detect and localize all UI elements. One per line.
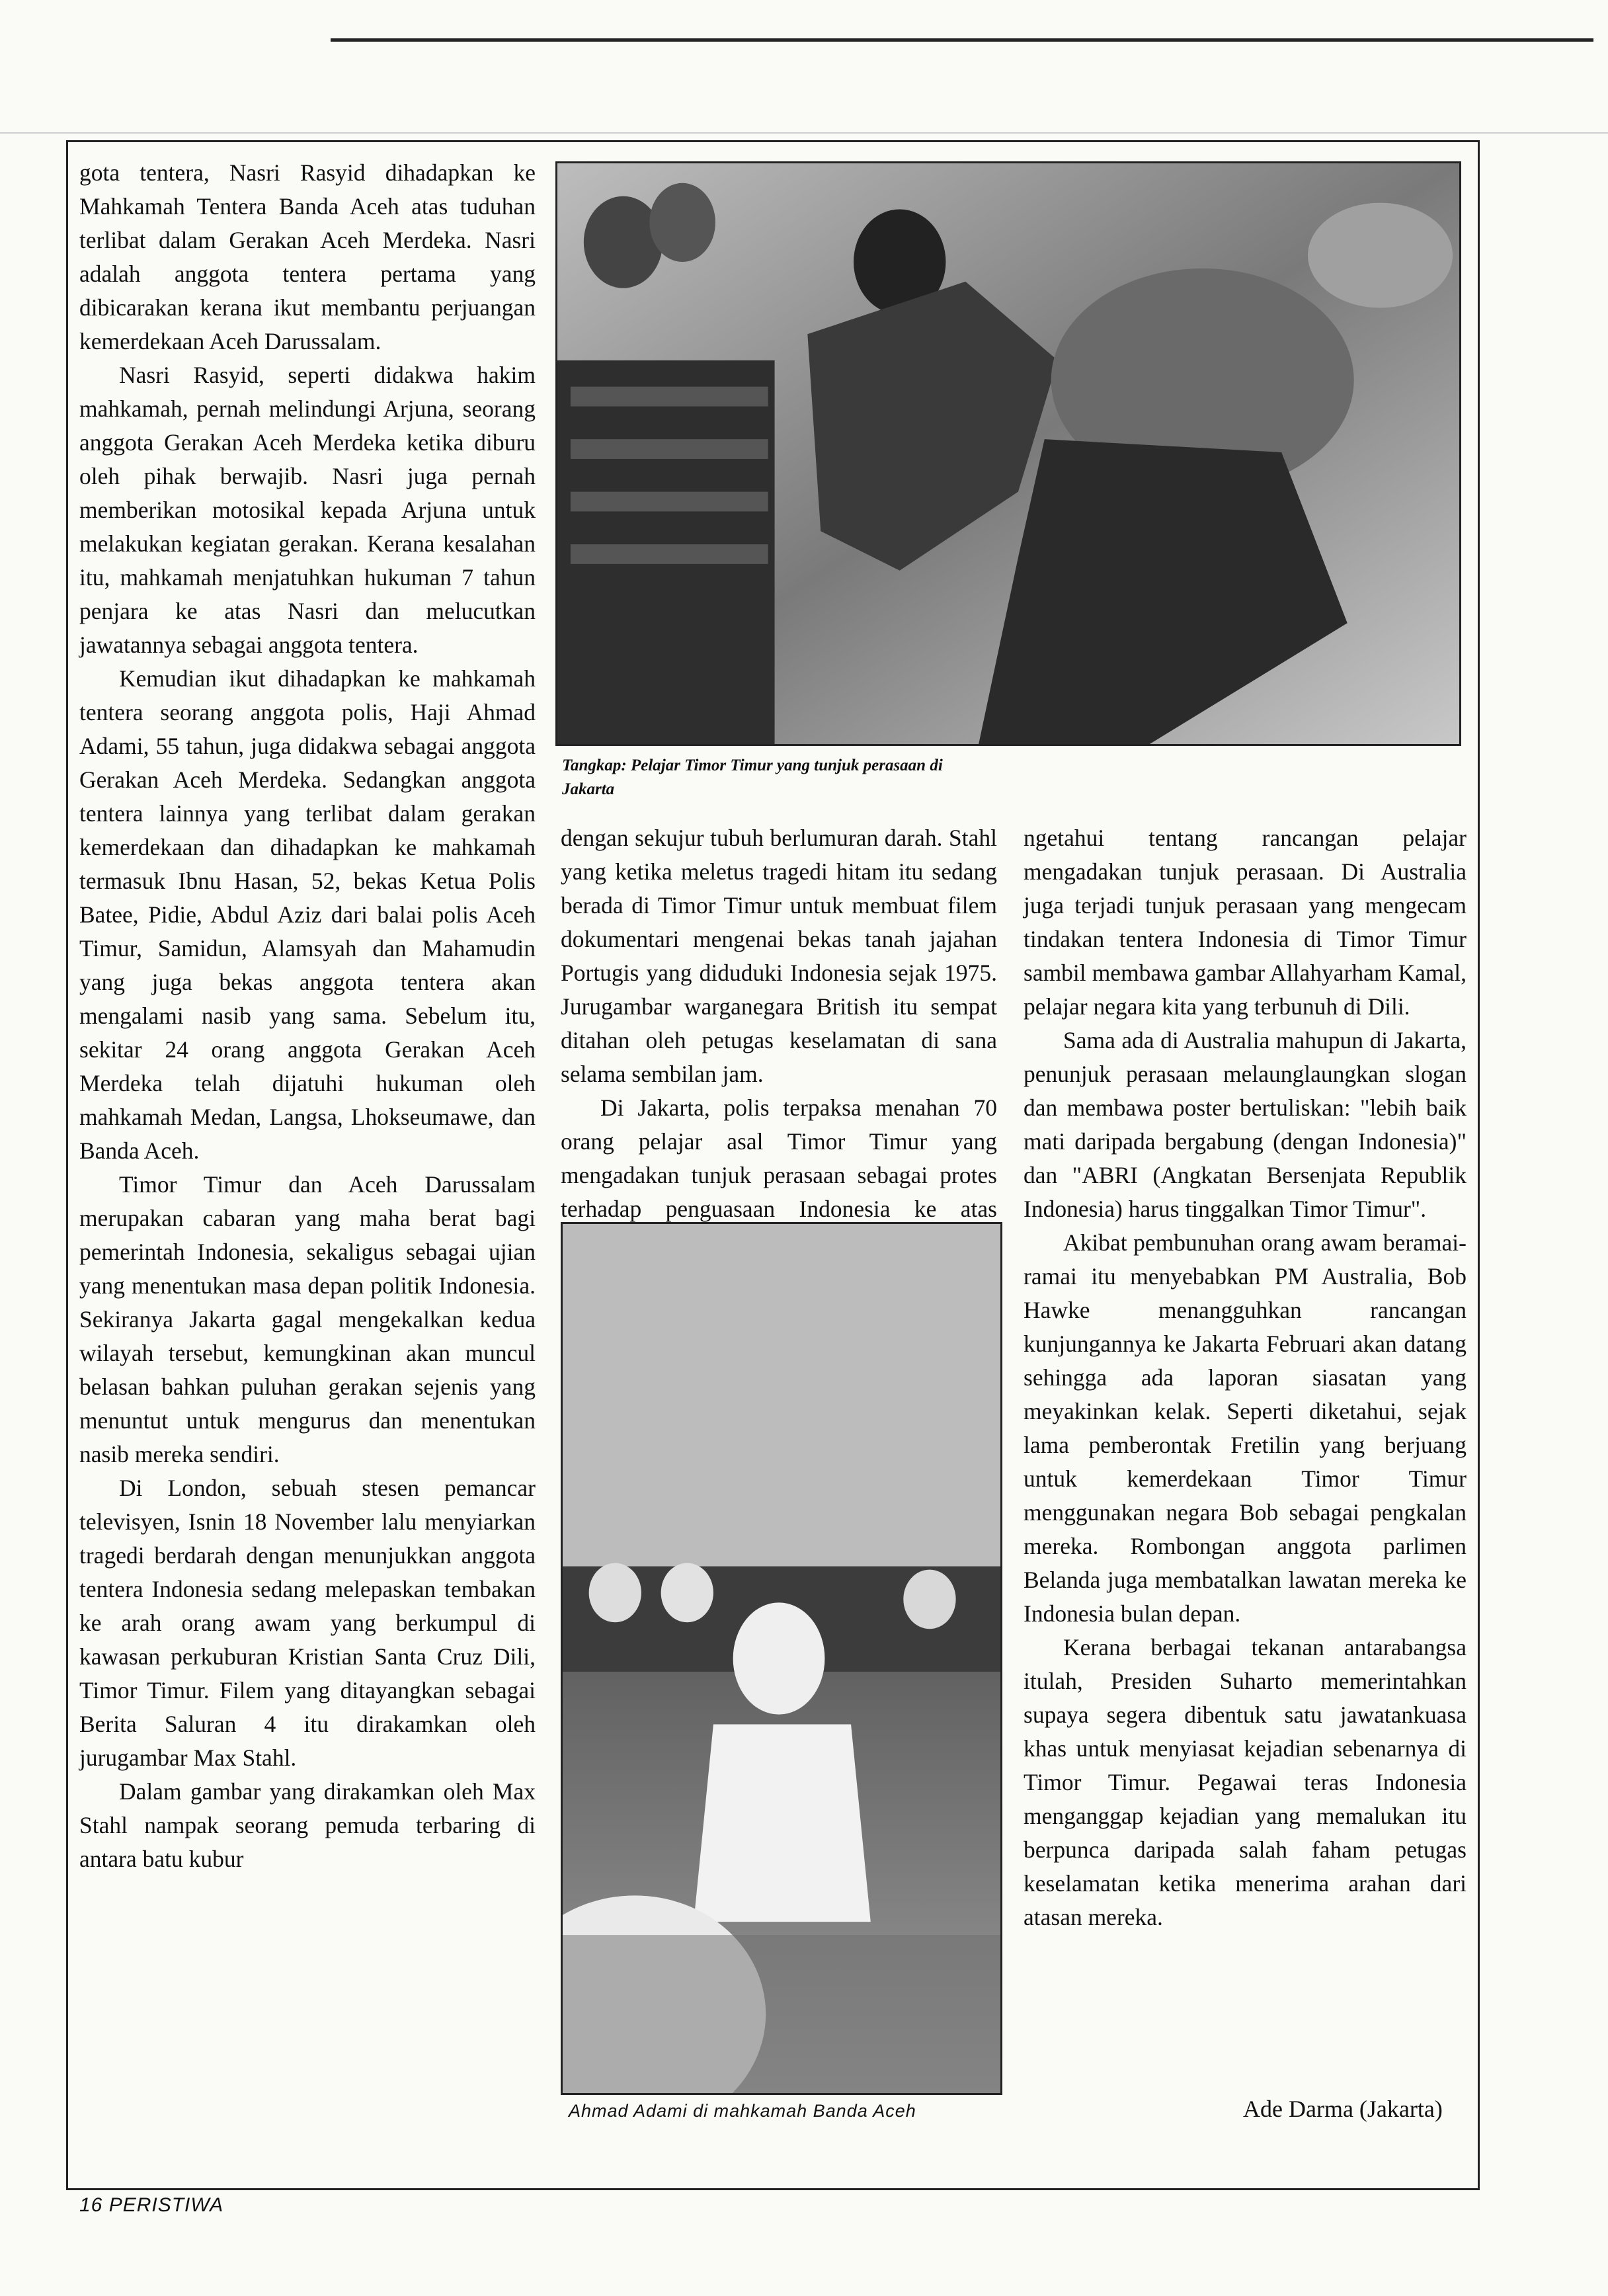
paragraph: Timor Timur dan Aceh Darussalam merupakan cabaran yang maha berat bagi pemerintah Indonesia, sekaligus sebagai ujian yang menentukan masa depan politik Indonesia. Sekiranya Jakarta gagal mengekalkan kedua wilayah tersebut, kemungkinan akan muncul belasan bahkan puluhan gerakan sejenis yang menuntut untuk mengurus dan menentukan nasib mereka sendiri. xyxy=(79,1171,536,1467)
author-byline: Ade Darma (Jakarta) xyxy=(1243,2096,1443,2122)
paragraph: Kemudian ikut dihadapkan ke mahkamah tentera seorang anggota polis, Haji Ahmad Adami, 55 tahun, juga didakwa sebagai anggota Gerakan Aceh Merdeka. Sedangkan anggota tentera lainnya yang terlibat dalam gerakan kemerdekaan dan dihadapkan ke mahkamah termasuk Ibnu Hasan, 52, bekas Ketua Polis Batee, Pidie, Abdul Aziz dari balai polis Aceh Timur, Samidun, Alamsyah dan Mahamudin yang juga bekas anggota tentera akan mengalami nasib yang sama. Sebelum itu, sekitar 24 orang anggota Gerakan Aceh Merdeka telah dijatuhi hukuman oleh mahkamah Medan, Langsa, Lhokseumawe, dan Banda Aceh. xyxy=(79,665,536,1164)
paragraph: dengan sekujur tubuh berlumuran darah. Stahl yang ketika meletus tragedi hitam itu sedang berada di Timor Timur untuk membuat filem dokumentari mengenai bekas tanah jajahan Portugis yang diduduki Indonesia sejak 1975. Jurugambar warganegara British itu sempat ditahan oleh petugas keselamatan di sana selama sembilan jam. xyxy=(561,825,997,1087)
protest-photo-caption: Tangkap: Pelajar Timor Timur yang tunjuk perasaan di Jakarta xyxy=(562,757,943,798)
paragraph: gota tentera, Nasri Rasyid dihadapkan ke Mahkamah Tentera Banda Aceh atas tuduhan terlibat dalam Gerakan Aceh Merdeka. Nasri adalah anggota tentera pertama yang dibicarakan kerana ikut membantu perjuangan kemerdekaan Aceh Darussalam. xyxy=(79,159,536,354)
protest-photo-image xyxy=(557,163,1459,744)
court-photo-caption: Ahmad Adami di mahkamah Banda Aceh xyxy=(569,2101,916,2121)
page-footer: 16 PERISTIWA xyxy=(79,2194,224,2216)
article-column-1 xyxy=(79,156,536,1876)
court-photo xyxy=(561,1222,1002,2095)
court-photo-image xyxy=(563,1224,1000,2093)
paragraph: Akibat pembunuhan orang awam beramai-ramai itu menyebabkan PM Australia, Bob Hawke menangguhkan rancangan kunjungannya ke Jakarta Februari akan datang sehingga ada laporan siasatan yang meyakinkan kelak. Seperti diketahui, sejak lama pemberontak Fretilin yang berjuang untuk kemerdekaan Timor Timur menggunakan negara Bob sebagai pengkalan mereka. Rombongan anggota parlimen Belanda juga membatalkan lawatan mereka ke Indonesia bulan depan. xyxy=(1024,1229,1467,1627)
paragraph: Di London, sebuah stesen pemancar televisyen, Isnin 18 November lalu menyiarkan tragedi berdarah dengan menunjukkan anggota tentera Indonesia sedang melepaskan tembakan ke arah orang awam yang berkumpul di kawasan perkuburan Kristian Santa Cruz Dili, Timor Timur. Filem yang ditayangkan sebagai Berita Saluran 4 itu dirakamkan oleh jurugambar Max Stahl. xyxy=(79,1475,536,1771)
top-faint-rule xyxy=(0,132,1608,134)
paragraph: ngetahui tentang rancangan pelajar mengadakan tunjuk perasaan. Di Australia juga terjadi tunjuk perasaan yang mengecam tindakan tentera Indonesia di Timor Timur sambil membawa gambar Allahyarham Kamal, pelajar negara kita yang terbunuh di Dili. xyxy=(1024,825,1467,1020)
paragraph: Dalam gambar yang dirakamkan oleh Max Stahl nampak seorang pemuda terbaring di antara batu kubur xyxy=(79,1778,536,1872)
paragraph: Di Jakarta, polis terpaksa menahan 70 orang pelajar asal Timor Timur yang mengadakan tunjuk perasaan sebagai protes terhadap penguasaan Indonesia ke atas xyxy=(561,1094,997,1222)
paragraph: Kerana berbagai tekanan antarabangsa itulah, Presiden Suharto memerintahkan supaya segera dibentuk satu jawatankuasa khas untuk menyiasat kejadian sebenarnya di Timor Timur. Pegawai teras Indonesia menganggap kejadian yang memalukan itu berpunca daripada salah faham petugas keselamatan ketika menerima arahan dari atasan mereka. xyxy=(1024,1634,1467,1930)
article-column-3 xyxy=(1024,821,1467,1934)
paragraph: Nasri Rasyid, seperti didakwa hakim mahkamah, pernah melindungi Arjuna, seorang anggota Gerakan Aceh Merdeka ketika diburu oleh pihak berwajib. Nasri juga pernah memberikan motosikal kepada Arjuna untuk melakukan kegiatan gerakan. Kerana kesalahan itu, mahkamah menjatuhkan hukuman 7 tahun penjara ke atas Nasri dan melucutkan jawatannya sebagai anggota tentera. xyxy=(79,362,536,658)
protest-photo xyxy=(555,161,1461,746)
paragraph: Sama ada di Australia mahupun di Jakarta, penunjuk perasaan melaunglaungkan slogan dan membawa poster bertuliskan: "lebih baik mati daripada bergabung (dengan Indonesia)" dan "ABRI (Angkatan Bersenjata Republik Indonesia) harus tinggalkan Timor Timur". xyxy=(1024,1027,1467,1222)
top-rule xyxy=(331,38,1593,42)
